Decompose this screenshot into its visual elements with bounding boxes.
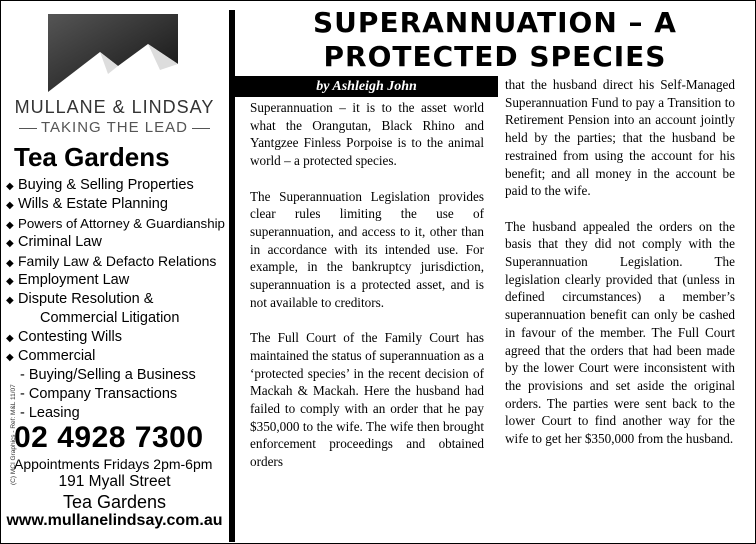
phone-number: 02 4928 7300 — [14, 421, 204, 454]
paragraph: Superannuation – it is to the asset world what the Orangutan, Black Rhino and Yantgzee Finless Porpoise is to the animal world – a protected species. — [250, 100, 484, 169]
firm-panel — [0, 0, 229, 544]
diamond-bullet-icon: ◆ — [6, 258, 14, 269]
article-column-1 — [250, 99, 484, 488]
paragraph: The husband appealed the orders on the basis that they did not comply with the Superannuation Legislation. The legislation clearly provided that (unless in defined circumstances) a member’s superannuation benefit can only be cashed in favour of the member. The Full Court agreed that the orders that had been made by the lower Court were inconsistent with the provisions and set aside the original orders. The parties were sent back to the lower Court to find another way for the wife to get her $350,000 from the husband. — [505, 218, 735, 447]
list-item: ◆ Dispute Resolution & — [6, 290, 228, 309]
paragraph: that the husband direct his Self-Managed Superannuation Fund to pay a Transition to Retirement Pension into an account jointly held by the parties; that the husband be restrained from using the account for his benefit; and all money in the account be paid to the wife. — [505, 77, 735, 199]
firm-name: MULLANE & LINDSAY — [14, 97, 215, 117]
services-list — [6, 176, 228, 423]
website-link: www.mullanelindsay.com.au — [6, 512, 223, 529]
sub-list-item: - Leasing — [20, 405, 80, 421]
article-column-2 — [505, 76, 735, 465]
mountain-logo-icon — [48, 14, 178, 92]
diamond-bullet-icon: ◆ — [6, 333, 14, 344]
list-item: ◆ Buying & Selling Properties — [6, 176, 228, 195]
paragraph: The Superannuation Legislation provides clear rules limiting the use of superannuation, and access to it, other than in accordance with its intended use. For example, in the bankruptcy jurisdiction, superannuation is a protected asset, and is not available to creditors. — [250, 188, 484, 310]
diamond-bullet-icon: ◆ — [6, 238, 14, 249]
article-headline: SUPERANNUATION – A PROTECTED SPECIES — [313, 6, 677, 73]
sub-list-item: - Buying/Selling a Business — [20, 367, 196, 383]
diamond-bullet-icon: ◆ — [6, 181, 14, 192]
diamond-bullet-icon: ◆ — [6, 352, 14, 363]
address-town: Tea Gardens — [62, 492, 167, 512]
firm-tagline — [0, 119, 229, 136]
diamond-bullet-icon: ◆ — [6, 200, 14, 211]
list-item-continued: Commercial Litigation — [40, 310, 180, 326]
article-byline: by Ashleigh John — [235, 76, 498, 97]
graphics-credit: (C) MCI Graphics - Ref: M&L 11/07 — [10, 384, 17, 485]
list-item: ◆ Powers of Attorney & Guardianship — [6, 214, 228, 233]
list-item: ◆ Employment Law — [6, 271, 228, 290]
list-item: ◆ Commercial — [6, 347, 228, 366]
tagline-text: TAKING THE LEAD — [41, 119, 188, 136]
sub-list-item: - Company Transactions — [20, 386, 178, 402]
town-heading: Tea Gardens — [14, 142, 170, 172]
list-item: ◆ Wills & Estate Planning — [6, 195, 228, 214]
paragraph: The Full Court of the Family Court has maintained the status of superannuation as a ‘protected species’ in the recent decision of Mackah & Mackah. Here the husband had failed to comply with an order that he pay $350,000 to the wife. The wife then brought enforcement proceedings and obtained orders — [250, 330, 484, 470]
diamond-bullet-icon: ◆ — [6, 276, 14, 287]
diamond-bullet-icon: ◆ — [6, 295, 14, 306]
list-item: ◆ Contesting Wills — [6, 328, 228, 347]
diamond-bullet-icon: ◆ — [6, 220, 14, 231]
list-item: ◆ Family Law & Defacto Relations — [6, 252, 228, 271]
appointments-text: Appointments Fridays 2pm-6pm — [14, 456, 213, 472]
street-address: 191 Myall Street — [58, 473, 171, 490]
list-item: ◆ Criminal Law — [6, 233, 228, 252]
